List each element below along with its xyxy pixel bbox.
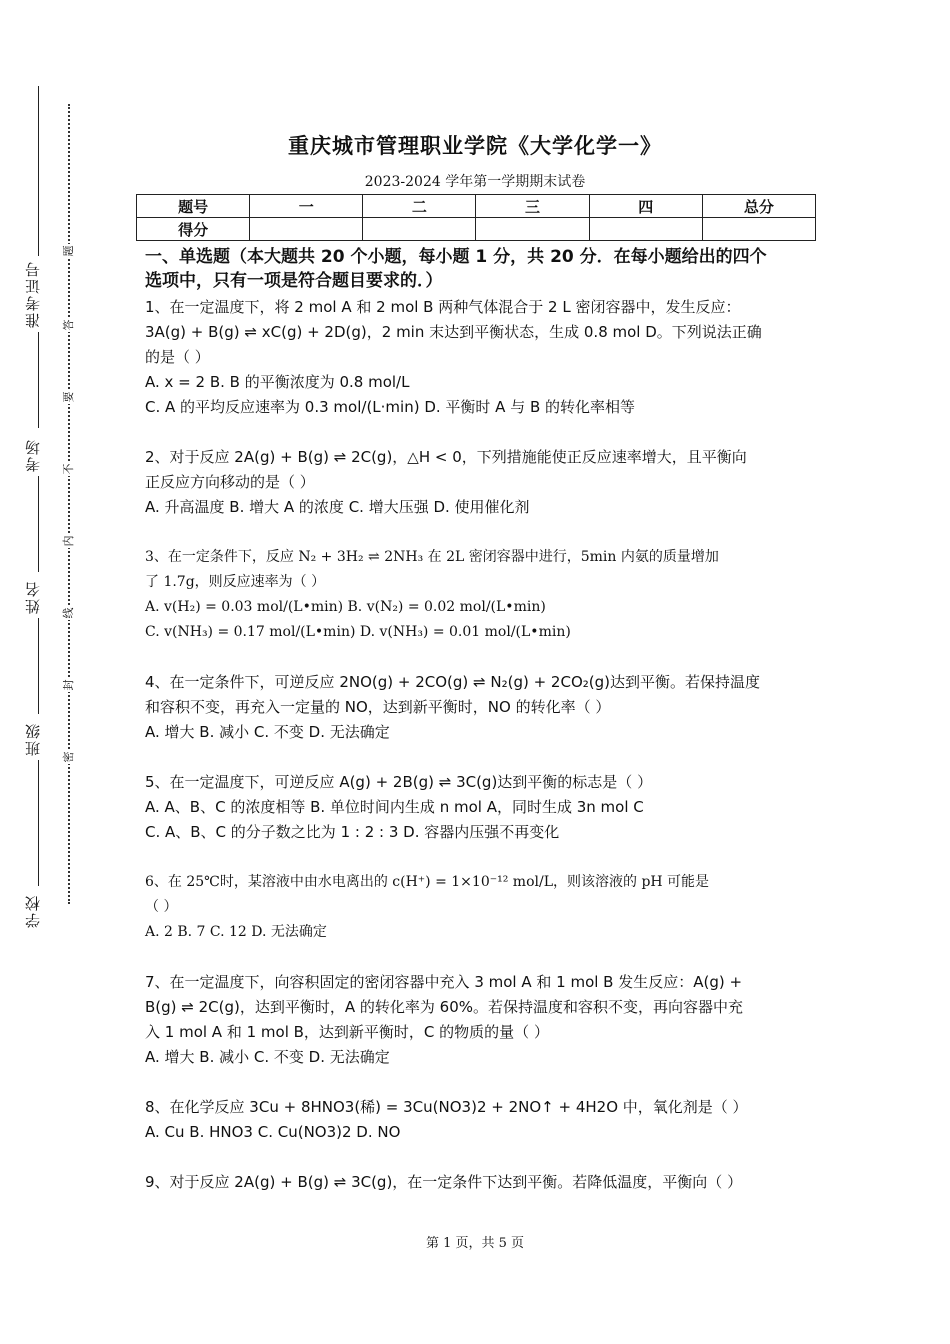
score-table-header-row xyxy=(137,195,816,218)
question-line: 3、在一定条件下，反应 N₂ + 3H₂ ⇌ 2NH₃ 在 2L 密闭容器中进行，5min 内氨的质量增加 xyxy=(145,549,719,565)
seal-char: 内 xyxy=(62,535,75,547)
question-9 xyxy=(145,1170,810,1195)
question-7 xyxy=(145,970,810,1070)
question-line: 2、对于反应 2A(g) + B(g) ⇌ 2C(g)，△H < 0，下列措施能使正反应速率增大，且平衡向 xyxy=(145,448,747,466)
binding-rule xyxy=(38,332,39,428)
score-header-cell: 三 xyxy=(476,195,589,218)
binding-rule xyxy=(38,760,39,886)
class-label: 班级 xyxy=(24,722,42,756)
question-4 xyxy=(145,670,810,745)
question-line: B(g) ⇌ 2C(g)，达到平衡时，A 的转化率为 60%。若保持温度和容积不变，再向容器中充 xyxy=(145,998,744,1016)
exam-content xyxy=(145,245,810,1220)
question-line: 8、在化学反应 3Cu + 8HNO3(稀) = 3Cu(NO3)2 + 2NO↑ + 4H2O 中，氧化剂是（ ） xyxy=(145,1098,748,1116)
question-options: C. A 的平均反应速率为 0.3 mol/(L·min) D. 平衡时 A 与 B 的转化率相等 xyxy=(145,398,636,416)
question-line: 入 1 mol A 和 1 mol B，达到新平衡时，C 的物质的量（ ） xyxy=(145,1023,549,1041)
question-line: 3A(g) + B(g) ⇌ xC(g) + 2D(g)，2 min 末达到平衡状态，生成 0.8 mol D。下列说法正确 xyxy=(145,323,762,341)
question-options: A. v(H₂) = 0.03 mol/(L•min) B. v(N₂) = 0.02 mol/(L•min) xyxy=(145,599,546,615)
question-1 xyxy=(145,295,810,420)
score-table xyxy=(136,194,816,241)
school-label: 学校 xyxy=(24,894,42,928)
question-line: 9、对于反应 2A(g) + B(g) ⇌ 3C(g)，在一定条件下达到平衡。若降低温度，平衡向（ ） xyxy=(145,1173,743,1191)
seal-char: 线 xyxy=(62,607,75,619)
question-line: 1、在一定温度下，将 2 mol A 和 2 mol B 两种气体混合于 2 L 密闭容器中，发生反应： xyxy=(145,298,741,316)
question-options: A. x = 2 B. B 的平衡浓度为 0.8 mol/L xyxy=(145,373,410,391)
exam-subtitle: 2023-2024 学年第一学期期末试卷 xyxy=(364,174,586,190)
question-line: 和容积不变，再充入一定量的 NO，达到新平衡时，NO 的转化率（ ） xyxy=(145,698,611,716)
score-cell xyxy=(250,218,363,241)
seal-char: 不 xyxy=(62,463,75,475)
seal-char: 封 xyxy=(62,679,75,691)
question-options: A. 2 B. 7 C. 12 D. 无法确定 xyxy=(145,924,327,940)
binding-rule xyxy=(38,476,39,572)
score-cell xyxy=(702,218,815,241)
seal-char: 题 xyxy=(62,245,75,257)
page-footer: 第 1 页，共 5 页 xyxy=(425,1236,525,1251)
seal-char: 要 xyxy=(62,391,75,403)
exam-number-label: 准考证号 xyxy=(24,260,42,328)
question-6 xyxy=(145,870,810,945)
seal-char: 密 xyxy=(62,751,75,763)
question-line: （ ） xyxy=(145,899,178,915)
question-options: A. A、B、C 的浓度相等 B. 单位时间内生成 n mol A，同时生成 3n mol C xyxy=(145,798,644,816)
question-line: 6、在 25℃时，某溶液中由水电离出的 c(H⁺) = 1×10⁻¹² mol/L，则该溶液的 pH 可能是 xyxy=(145,874,710,890)
score-header-cell: 题号 xyxy=(137,195,250,218)
question-line: 4、在一定条件下，可逆反应 2NO(g) + 2CO(g) ⇌ N₂(g) + 2CO₂(g)达到平衡。若保持温度 xyxy=(145,673,760,691)
question-options: A. 增大 B. 减小 C. 不变 D. 无法确定 xyxy=(145,723,390,741)
seal-dotted-line xyxy=(68,104,70,904)
question-line: 5、在一定温度下，可逆反应 A(g) + 2B(g) ⇌ 3C(g)达到平衡的标志是（ ） xyxy=(145,773,653,791)
binding-rule xyxy=(38,618,39,714)
seal-char: 答 xyxy=(62,319,75,331)
score-table-score-row xyxy=(137,218,816,241)
score-header-cell: 二 xyxy=(363,195,476,218)
question-line: 正反应方向移动的是（ ） xyxy=(145,473,315,491)
question-5 xyxy=(145,770,810,845)
score-cell xyxy=(589,218,702,241)
name-label: 姓名 xyxy=(24,580,42,614)
question-options: C. v(NH₃) = 0.17 mol/(L•min) D. v(NH₃) = 0.01 mol/(L•min) xyxy=(145,624,571,640)
exam-title: 重庆城市管理职业学院《大学化学一》 xyxy=(288,134,662,158)
question-options: A. 增大 B. 减小 C. 不变 D. 无法确定 xyxy=(145,1048,390,1066)
section-heading xyxy=(145,245,810,293)
section-heading-line: 一、单选题（本大题共 20 个小题，每小题 1 分，共 20 分．在每小题给出的四个 xyxy=(145,247,767,267)
score-cell xyxy=(476,218,589,241)
score-header-cell: 一 xyxy=(250,195,363,218)
question-options: C. A、B、C 的分子数之比为 1 : 2 : 3 D. 容器内压强不再变化 xyxy=(145,823,560,841)
score-row-label: 得分 xyxy=(137,218,250,241)
question-options: A. 升高温度 B. 增大 A 的浓度 C. 增大压强 D. 使用催化剂 xyxy=(145,498,530,516)
score-header-cell: 四 xyxy=(589,195,702,218)
score-header-cell: 总分 xyxy=(702,195,815,218)
question-line: 了 1.7g，则反应速率为（ ） xyxy=(145,574,326,590)
question-3 xyxy=(145,545,810,645)
question-line: 的是（ ） xyxy=(145,348,210,366)
question-2 xyxy=(145,445,810,520)
question-8 xyxy=(145,1095,810,1145)
question-options: A. Cu B. HNO3 C. Cu(NO3)2 D. NO xyxy=(145,1123,401,1141)
section-heading-line: 选项中，只有一项是符合题目要求的．） xyxy=(145,271,443,291)
question-line: 7、在一定温度下，向容积固定的密闭容器中充入 3 mol A 和 1 mol B 发生反应：A(g) + xyxy=(145,973,743,991)
binding-margin xyxy=(0,0,120,1344)
score-cell xyxy=(363,218,476,241)
room-label: 考场 xyxy=(24,438,42,472)
